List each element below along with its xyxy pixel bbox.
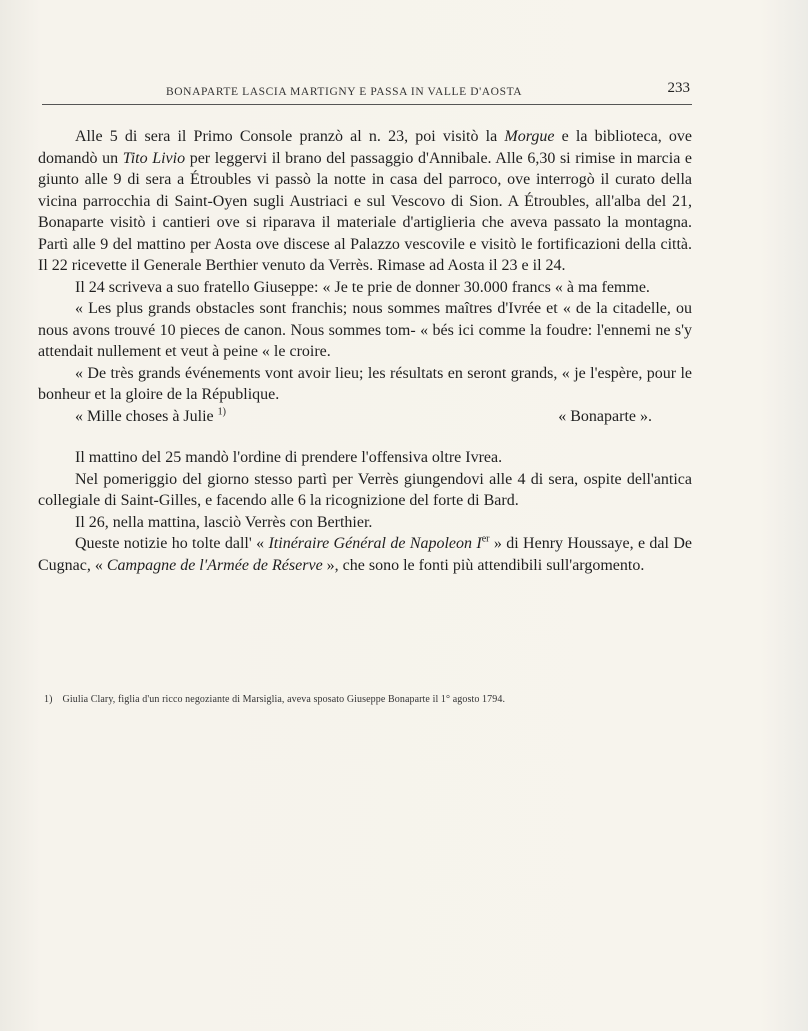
text-run: « De très grands événements vont avoir lieu; les résultats en seront grands, « je l'espère, pour le bonheur et la gloire de la République. [38, 364, 692, 403]
text-run: per leggervi il brano del passaggio d'Annibale. Alle 6,30 si rimise in marcia e giunto alle 9 di sera a Étroubles vi passò la notte in casa del parroco, ove interrogò il curato della vicina parrocchia di Saint-Oyen sugli Austriaci e sul Vescovo di Sion. A Étroubles, all'alba del 21, Bonaparte visitò i cantieri ove si riparava il materiale d'artiglieria che aveva passato la montagna. Partì alle 9 del mattino per Aosta ove discese al Palazzo vescovile e visitò le fortificazioni della città. Il 22 ricevette il Generale Berthier venuto da Verrès. Rimase ad Aosta il 23 e il 24. [38, 149, 693, 274]
page-number: 233 [667, 80, 690, 96]
signature-line [38, 406, 692, 428]
italic-text: Morgue [504, 128, 555, 145]
paragraph [38, 298, 692, 363]
text-run: « Les plus grands obstacles sont franchis; nous sommes maîtres d'Ivrée et « de la citadelle, ou nous avons trouvé 10 pieces de canon. Nous sommes tom- « bés ici comme la foudre: l'ennemi ne s'y attendait nullement et veut à peine « le croire. [38, 300, 692, 360]
paragraph [38, 363, 692, 406]
superscript-text: er [481, 533, 490, 545]
paragraph [38, 277, 692, 299]
italic-text: Tito Livio [122, 149, 186, 167]
body-text [38, 126, 692, 576]
italic-text: Itinéraire Général de Napoleon I [268, 535, 482, 552]
footnote [44, 694, 684, 705]
text-run: Il 26, nella mattina, lasciò Verrès con Berthier. [75, 513, 373, 531]
text-run: », che sono le fonti più attendibili sull'argomento. [322, 556, 645, 574]
text-run: Nel pomeriggio del giorno stesso partì per Verrès giungendovi alle 4 di sera, ospite dell'antica collegiale di Saint-Gilles, e facendo alle 6 la ricognizione del forte di Bard. [38, 470, 692, 509]
signature-left: « Mille choses à Julie $^{1)}$ [75, 406, 226, 425]
running-head-title: BONAPARTE LASCIA MARTIGNY E PASSA IN VALLE D'AOSTA [166, 86, 523, 98]
text-run: Alle 5 di sera il Primo Console pranzò al n. 23, poi visitò la [75, 128, 505, 145]
text-run: Queste notizie ho tolte dall' « [75, 535, 269, 552]
signature-right: « Bonaparte ». [558, 407, 652, 425]
text-run: » di Henry Houssaye, e dal De Cugnac, « [38, 535, 693, 574]
paragraphs-after-signature [38, 447, 692, 576]
text-run: e la biblioteca, ove domandò un [38, 128, 692, 167]
footnote-ref: 1) [217, 406, 226, 418]
paragraphs-before-signature [38, 126, 692, 406]
paragraph [38, 469, 692, 512]
footnote-mark: 1) [44, 694, 53, 705]
text-run: Il mattino del 25 mandò l'ordine di prendere l'offensiva oltre Ivrea. [75, 449, 503, 466]
running-head [42, 78, 692, 105]
paragraph [38, 447, 692, 469]
italic-text: Campagne de l'Armée de Réserve [106, 556, 323, 574]
paragraph [38, 512, 692, 534]
paragraph [38, 533, 692, 576]
paragraph [38, 126, 692, 277]
text-run: Il 24 scriveva a suo fratello Giuseppe: « Je te prie de donner 30.000 francs « à ma femme. [75, 278, 650, 296]
footnote-text: Giulia Clary, figlia d'un ricco negoziante di Marsiglia, aveva sposato Giuseppe Bonaparte il 1° agosto 1794. [62, 694, 506, 705]
